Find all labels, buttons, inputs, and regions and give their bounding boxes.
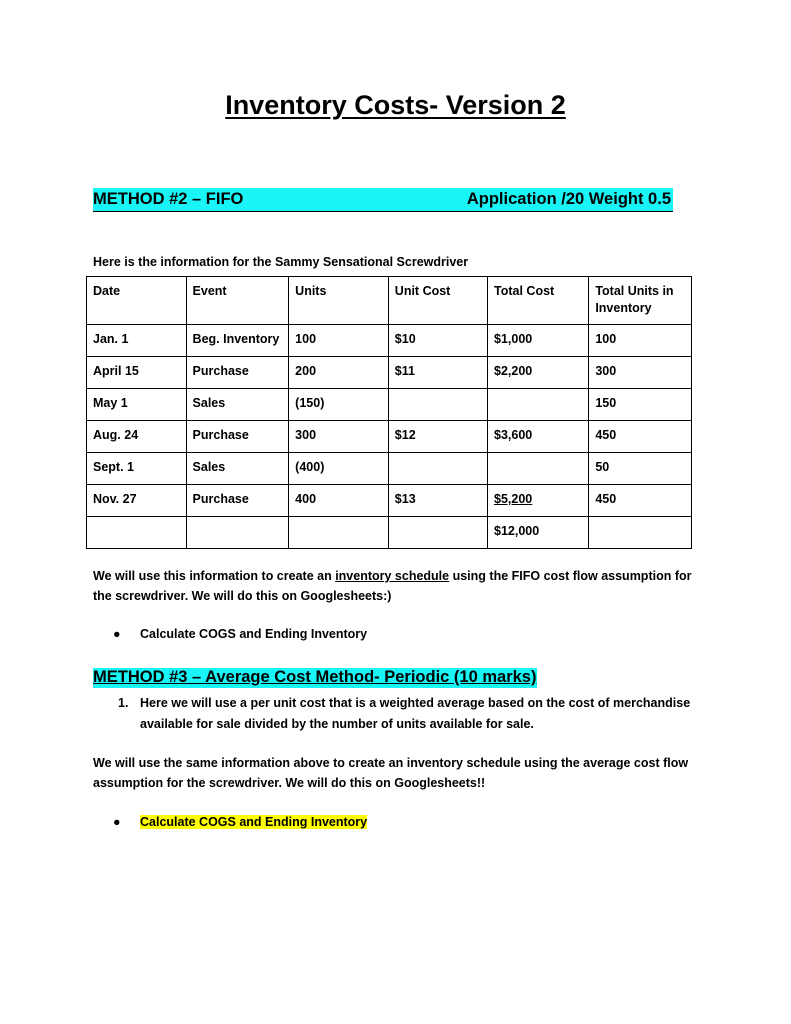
table-cell: $5,200 — [488, 485, 589, 517]
table-row — [87, 453, 692, 485]
table-cell: $13 — [388, 485, 487, 517]
method3-heading: METHOD #3 – Average Cost Method- Periodic (10 marks) — [93, 668, 537, 686]
table-cell: Aug. 24 — [87, 421, 187, 453]
table-cell: (400) — [289, 453, 389, 485]
table-row — [87, 421, 692, 453]
table-cell: 50 — [589, 453, 692, 485]
page-title: Inventory Costs- Version 2 — [225, 90, 566, 120]
fifo-instructions-pre: We will use this information to create an — [93, 569, 336, 583]
table-cell — [388, 389, 487, 421]
header-cell: Event — [186, 277, 289, 325]
average-cost-instructions: We will use the same information above to create an inventory schedule using the average cost flow assumption for the screwdriver. We will do this on Googlesheets!! — [93, 756, 689, 790]
table-cell: 150 — [589, 389, 692, 421]
table-row — [87, 389, 692, 421]
table-row — [87, 325, 692, 357]
table-cell: Beg. Inventory — [186, 325, 289, 357]
table-cell: Purchase — [186, 421, 289, 453]
table-header-row — [87, 277, 692, 325]
table-cell — [488, 453, 589, 485]
table-cell: 450 — [589, 421, 692, 453]
table-row — [87, 357, 692, 389]
header-cell: Date — [87, 277, 187, 325]
table-cell: May 1 — [87, 389, 187, 421]
table-cell: $3,600 — [488, 421, 589, 453]
table-cell: 300 — [589, 357, 692, 389]
table-cell: 400 — [289, 485, 389, 517]
table-cell — [186, 517, 289, 549]
table-cell: Sales — [186, 453, 289, 485]
table-cell: $12 — [388, 421, 487, 453]
header-cell: Total Units in Inventory — [589, 277, 692, 325]
table-cell — [289, 517, 389, 549]
method2-marks: Application /20 Weight 0.5 — [466, 190, 671, 208]
table-cell: $10 — [388, 325, 487, 357]
table-cell: 100 — [289, 325, 389, 357]
table-cell: Purchase — [186, 485, 289, 517]
table-cell: 200 — [289, 357, 389, 389]
method2-title: METHOD #2 – FIFO — [93, 190, 244, 208]
item-text: Here we will use a per unit cost that is a weighted average based on the cost of merchandise available for sale divided by the number of units available for sale. — [140, 696, 691, 731]
table-cell: Nov. 27 — [87, 485, 187, 517]
inventory-schedule-link: inventory schedule — [335, 569, 450, 583]
inventory-table — [86, 276, 692, 549]
header-cell: Units — [289, 277, 389, 325]
table-cell — [388, 517, 487, 549]
table-row — [87, 485, 692, 517]
bullet-icon: ● — [113, 815, 121, 829]
table-cell: 100 — [589, 325, 692, 357]
table-cell: 450 — [589, 485, 692, 517]
fifo-instructions — [93, 566, 703, 606]
bullet-item — [113, 627, 367, 641]
table-cell — [488, 389, 589, 421]
table-cell: $2,200 — [488, 357, 589, 389]
bullet-text-highlighted: Calculate COGS and Ending Inventory — [140, 815, 368, 829]
table-cell: (150) — [289, 389, 389, 421]
table-cell — [87, 517, 187, 549]
fifo-instructions-post: using the FIFO cost flow assumption for the screwdriver. We will do this on Googlesheets:) — [93, 569, 692, 603]
table-cell: 300 — [289, 421, 389, 453]
table-cell: Sales — [186, 389, 289, 421]
header-cell: Unit Cost — [388, 277, 487, 325]
numbered-item — [118, 693, 708, 735]
bullet-text: Calculate COGS and Ending Inventory — [140, 627, 368, 641]
bullet-icon: ● — [113, 627, 121, 641]
table-cell — [589, 517, 692, 549]
table-cell: Jan. 1 — [87, 325, 187, 357]
table-cell: Purchase — [186, 357, 289, 389]
bullet-item — [113, 815, 367, 829]
table-cell: April 15 — [87, 357, 187, 389]
table-intro: Here is the information for the Sammy Sensational Screwdriver — [93, 255, 469, 269]
table-cell: $11 — [388, 357, 487, 389]
method2-heading — [93, 188, 673, 212]
table-cell — [388, 453, 487, 485]
total-cost-cell: $12,000 — [488, 517, 589, 549]
table-total-row — [87, 517, 692, 549]
table-cell: Sept. 1 — [87, 453, 187, 485]
item-number: 1. — [118, 696, 129, 710]
header-cell: Total Cost — [488, 277, 589, 325]
table-cell: $1,000 — [488, 325, 589, 357]
